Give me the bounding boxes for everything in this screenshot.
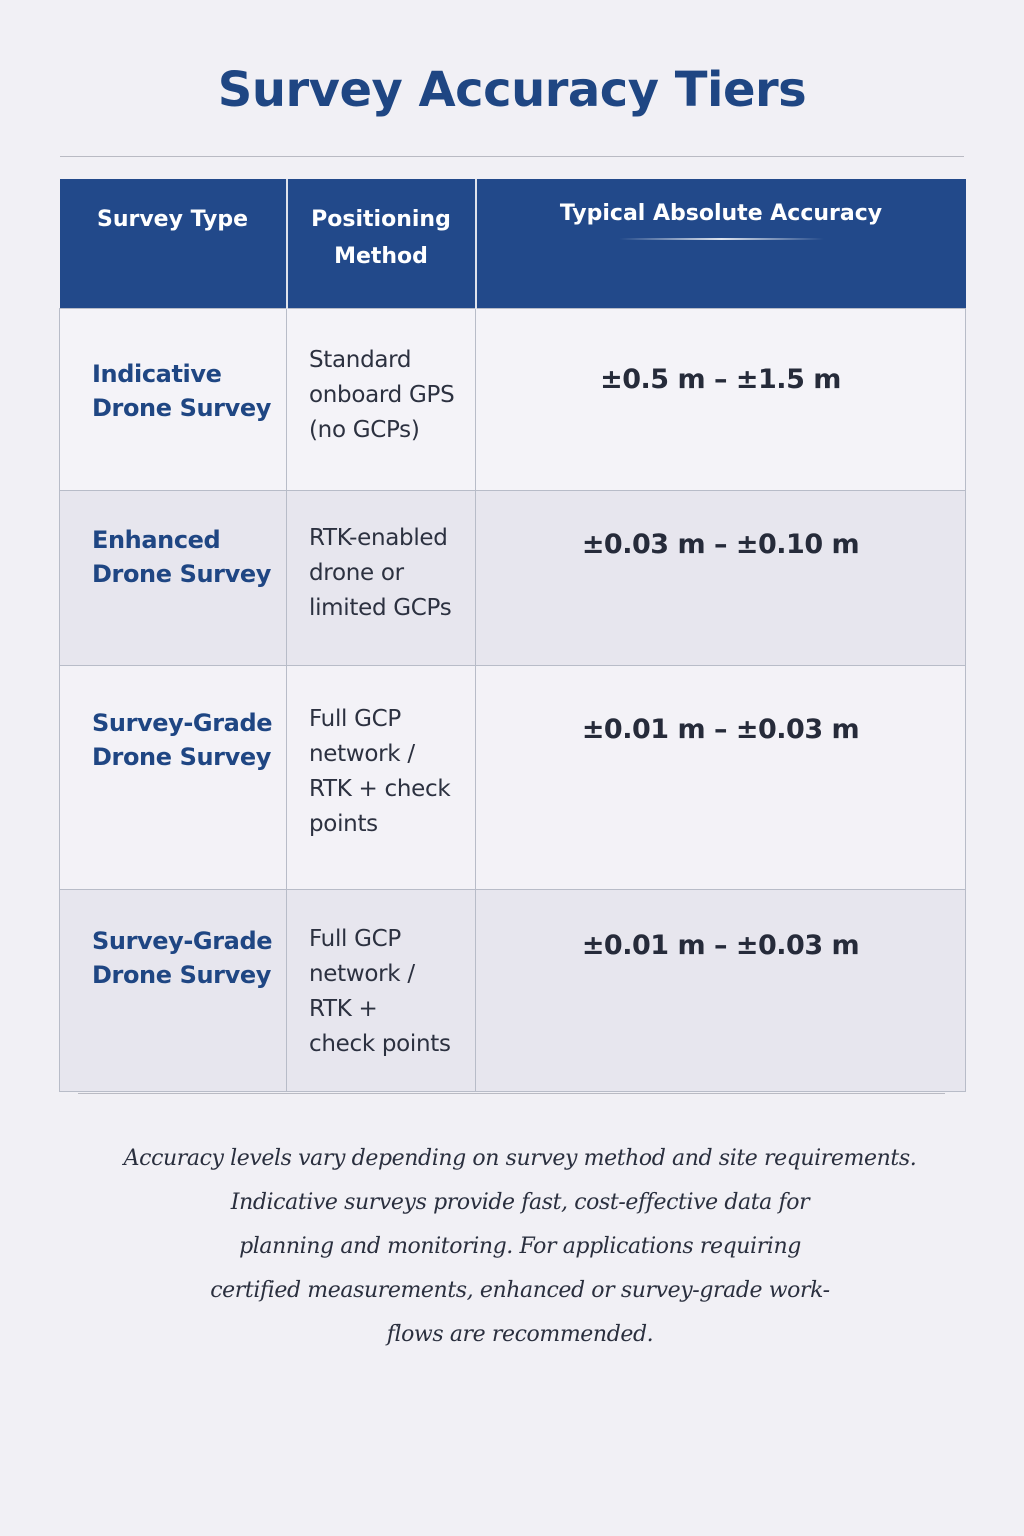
title-divider: [60, 156, 964, 157]
header-positioning-method: [287, 179, 476, 309]
table-row: [60, 491, 966, 666]
header-accuracy: [476, 179, 966, 309]
footnote-line: planning and monitoring. For applications requiring: [239, 1234, 801, 1259]
method-line: limited GCPs: [309, 595, 452, 621]
survey-type-line: Survey-Grade: [92, 927, 273, 955]
accuracy-cell: [476, 491, 966, 666]
survey-type-line: Enhanced: [92, 526, 221, 554]
survey-type-line: Drone Survey: [92, 743, 271, 771]
table-row: [60, 309, 966, 491]
survey-type-cell: [60, 309, 287, 491]
header-method-line: Method: [334, 244, 428, 269]
method-line: RTK-enabled: [309, 525, 448, 551]
method-line: network /: [309, 741, 415, 767]
method-line: Full GCP: [309, 926, 401, 952]
method-cell: [287, 491, 476, 666]
method-line: onboard GPS: [309, 382, 455, 408]
header-accuracy-label: Typical Absolute Accuracy: [559, 201, 883, 226]
accuracy-value: ±0.01 m – ±0.03 m: [581, 714, 860, 745]
table-header-row: [60, 179, 966, 309]
method-cell: [287, 666, 476, 890]
survey-type-cell: [60, 491, 287, 666]
method-line: check points: [309, 1031, 451, 1057]
survey-type-cell: [60, 666, 287, 890]
survey-type-line: Drone Survey: [92, 961, 271, 989]
accuracy-cell: [476, 890, 966, 1092]
accuracy-tiers-table: [59, 179, 966, 1092]
method-cell: [287, 890, 476, 1092]
footnote-line: Indicative surveys provide fast, cost-effective data for: [230, 1190, 810, 1215]
accuracy-cell: [476, 309, 966, 491]
footnote-line: flows are recommended.: [386, 1322, 654, 1347]
header-survey-type: [60, 179, 287, 309]
accuracy-value: ±0.5 m – ±1.5 m: [600, 364, 841, 395]
method-line: (no GCPs): [309, 417, 420, 443]
method-line: drone or: [309, 560, 404, 586]
footnote-line: certified measurements, enhanced or survey-grade work-: [210, 1278, 830, 1303]
method-line: Full GCP: [309, 706, 401, 732]
page-title: Survey Accuracy Tiers: [217, 62, 807, 118]
footnote: [90, 1137, 950, 1357]
header-survey-type-label: Survey Type: [96, 207, 249, 232]
method-line: RTK +: [309, 996, 378, 1022]
survey-type-line: Drone Survey: [92, 394, 271, 422]
table-row: [60, 666, 966, 890]
footnote-line: Accuracy levels vary depending on survey method and site requirements.: [123, 1146, 917, 1171]
accuracy-cell: [476, 666, 966, 890]
header-method-line: Positioning: [311, 207, 451, 232]
method-line: RTK + check: [309, 776, 451, 802]
footnote-divider: [78, 1093, 945, 1094]
table-row: [60, 890, 966, 1092]
accuracy-value: ±0.03 m – ±0.10 m: [581, 529, 860, 560]
method-cell: [287, 309, 476, 491]
survey-type-line: Survey-Grade: [92, 709, 273, 737]
survey-type-cell: [60, 890, 287, 1092]
survey-type-line: Drone Survey: [92, 560, 271, 588]
method-line: Standard: [309, 347, 412, 373]
accuracy-value: ±0.01 m – ±0.03 m: [581, 930, 860, 961]
header-accent-underline: [619, 238, 824, 240]
survey-type-line: Indicative: [92, 360, 222, 388]
method-line: points: [309, 811, 378, 837]
method-line: network /: [309, 961, 415, 987]
